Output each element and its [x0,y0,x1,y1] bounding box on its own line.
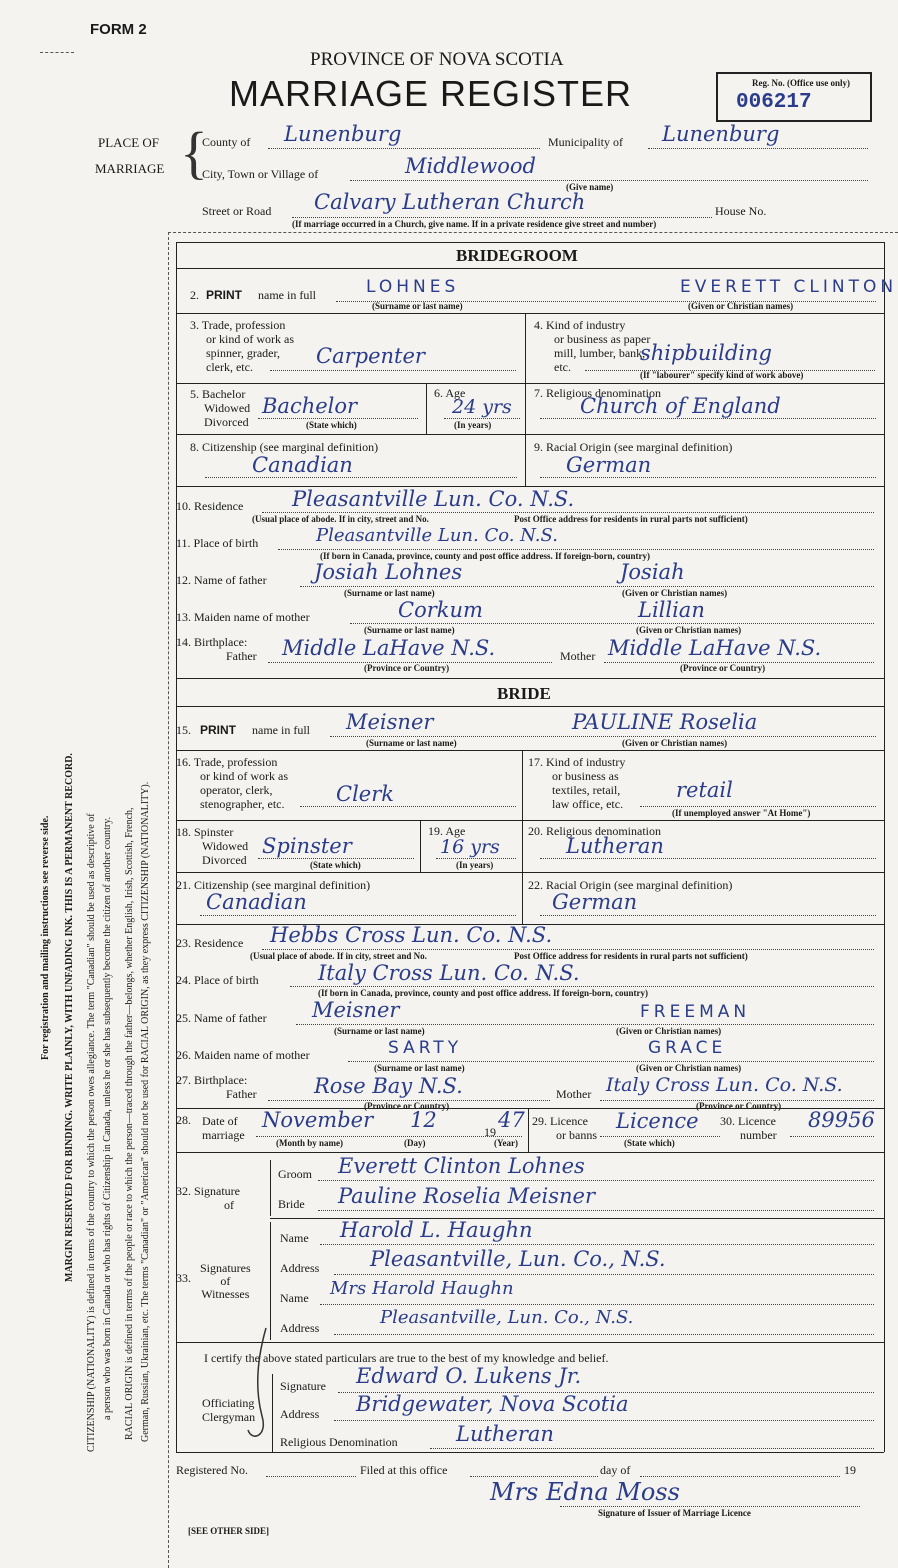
groom-father-surname-note: (Surname or last name) [344,588,435,598]
bride-age-label: 19. Age [428,824,466,838]
issuer-signature: Mrs Edna Moss [490,1478,680,1506]
street-value: Calvary Lutheran Church [314,190,586,214]
marriage-year: 47 [498,1108,525,1132]
filed-label: Filed at this office [360,1463,448,1477]
groom-citizenship: Canadian [252,453,353,477]
bride-age: 16 yrs [440,836,500,858]
groom-surname: LOHNES [366,277,460,297]
groom-mother-surname: Corkum [398,598,483,622]
bride-religion-label: 20. Religious denomination [528,824,661,838]
bride-father-surname-note: (Surname or last name) [334,1026,425,1036]
year-note: (Year) [494,1138,518,1148]
groom-bp-mother-note: (Province or Country) [680,663,766,673]
groom-trade: Carpenter [316,344,425,368]
witness-num: 33. [176,1271,191,1285]
sig-label: 32. Signature of [176,1184,240,1212]
bride-mother-label: 26. Maiden name of mother [176,1048,310,1062]
bride-bp-mother-note: (Province or Country) [696,1101,782,1111]
groom-status: Bachelor [262,394,358,418]
municipality-value: Lunenburg [662,122,780,146]
groom-birthplace-label: 11. Place of birth [176,536,259,550]
groom-mother-given-note: (Given or Christian names) [636,625,742,635]
groom-bp-father-note: (Province or Country) [364,663,450,673]
bride-residence-note-a: (Usual place of abode. If in city, street and No. [250,951,427,961]
bride-residence-label: 23. Residence [176,936,244,950]
bride-industry: retail [676,778,733,802]
groom-age-label: 6. Age [434,386,466,400]
clergy-label: Officiating Clergyman [202,1396,256,1424]
licence-number: 89956 [808,1108,875,1132]
reg-number: 006217 [736,91,812,114]
reg-number-box [716,72,872,122]
bride-age-note: (In years) [456,860,494,870]
bride-religion: Lutheran [566,834,664,858]
place-group-label: PLACE OF [98,135,160,150]
place-group-label-2: MARRIAGE [95,161,165,176]
groom-trade-label: 3. Trade, profession or kind of work as spinner, grader, clerk, etc. [190,318,294,374]
groom-racial: German [566,453,652,477]
licence-note: (State which) [624,1138,675,1148]
groom-religion: Church of England [580,394,781,418]
bride-bp-father-note: (Province or Country) [364,1101,450,1111]
witness-label: Signatures of Witnesses [200,1261,251,1301]
page-title: MARRIAGE REGISTER [229,73,633,114]
bride-given-note: (Given or Christian names) [622,738,728,748]
bride-father-given: FREEMAN [640,1002,751,1022]
groom-heading: BRIDEGROOM [456,246,578,265]
bride-birthplace-label: 24. Place of birth [176,973,259,987]
groom-birthplace: Pleasantville Lun. Co. N.S. [316,525,558,546]
bride-residence-note-b: Post Office address for residents in rural parts not sufficient) [514,951,748,961]
bride-sig-label: Bride [278,1197,305,1211]
bride-bp-mother-label: Mother [556,1087,592,1101]
groom-bp-mother: Middle LaHave N.S. [608,636,822,660]
street-note: (If marriage occurred in a Church, give name. If in a private residence give street and number) [292,219,657,229]
groom-bp-father-label: Father [226,649,257,663]
bride-racial-label: 22. Racial Origin (see marginal definition) [528,878,733,892]
groom-given-note: (Given or Christian names) [688,301,794,311]
see-other-side: [SEE OTHER SIDE] [188,1526,270,1536]
groom-bp-label: 14. Birthplace: [176,635,248,649]
groom-surname-note: (Surname or last name) [372,301,463,311]
groom-name-label: name in full [258,288,316,302]
bride-heading: BRIDE [497,684,551,703]
city-value: Middlewood [405,154,536,178]
groom-mother-surname-note: (Surname or last name) [364,625,455,635]
w1-address-label: Address [280,1261,320,1275]
house-label: House No. [715,204,767,218]
licence-type: Licence [616,1109,699,1133]
bride-citizenship: Canadian [206,890,307,914]
bride-bp-mother: Italy Cross Lun. Co. N.S. [606,1074,843,1096]
reg-number-label: Reg. No. (Office use only) [752,78,850,88]
bride-industry-label: 17. Kind of industry or business as textiles, retail, law office, etc. [528,755,626,811]
bride-mother-given: GRACE [648,1038,727,1058]
groom-residence: Pleasantville Lun. Co. N.S. [292,487,575,511]
county-label: County of [202,135,251,149]
issuer-note: Signature of Issuer of Marriage Licence [598,1508,751,1518]
groom-industry-note: (If "labourer" specify kind of work above) [640,370,804,380]
bride-surname-note: (Surname or last name) [366,738,457,748]
bride-mother-surname-note: (Surname or last name) [374,1063,465,1073]
w2-address-label: Address [280,1321,320,1335]
form-number: FORM 2 [90,21,147,38]
date-num: 28. [176,1113,191,1127]
bride-father-surname: Meisner [312,998,400,1022]
date-label: Date of marriage [202,1114,245,1142]
groom-religion-label: 7. Religious denomination [534,386,661,400]
w2-name-label: Name [280,1291,309,1305]
groom-father-given: Josiah [620,560,685,584]
margin-instructions: For registration and mailing instructions see reverse side. [40,815,51,1060]
groom-name-num: 2. [190,288,199,302]
marriage-day: 12 [410,1108,437,1132]
clergy-address: Bridgewater, Nova Scotia [356,1392,629,1416]
bride-bp-label: 27. Birthplace: [176,1073,248,1087]
bride-birthplace-note: (If born in Canada, province, county and post office address. If foreign-born, country) [318,988,649,998]
city-note: (Give name) [566,182,614,192]
groom-father-surname: Josiah Lohnes [314,560,463,584]
licence-no-label: 30. Licence number [720,1114,777,1142]
bride-name-num: 15. [176,723,191,737]
groom-given: EVERETT CLINTON [680,277,898,297]
bride-father-given-note: (Given or Christian names) [616,1026,722,1036]
w2-name: Mrs Harold Haughn [330,1278,514,1299]
bride-status-label: 18. Spinster Widowed Divorced [176,825,249,867]
bride-name-label: name in full [252,723,310,737]
groom-citizenship-label: 8. Citizenship (see marginal definition) [190,440,379,454]
groom-status-note: (State which) [306,420,357,430]
bride-citizenship-label: 21. Citizenship (see marginal definition) [176,878,371,892]
margin-racial-def: RACIAL ORIGIN is defined in terms of the people or race to which the person—traced through the father—belongs, whether English, Irish, Scottish, French, [124,807,135,1440]
bride-bp-father: Rose Bay N.S. [314,1074,463,1098]
margin-citizenship-def: CITIZENSHIP (NATIONALITY) is defined in terms of the country to which the person owes allegiance. The term "Canadian" should be used as descriptive of [86,813,97,1452]
bride-residence: Hebbs Cross Lun. Co. N.S. [270,923,553,947]
bride-trade: Clerk [336,782,394,806]
margin-racial-def-2: German, Russian, Ukrainian, etc. The terms "Canadian" or "American" should not be used for RACIAL ORIGIN, as they express CITIZENSHIP (NATIONALITY). [140,781,151,1442]
marriage-month: November [262,1108,374,1132]
groom-mother-label: 13. Maiden name of mother [176,610,310,624]
day-note: (Day) [404,1138,426,1148]
w1-name-label: Name [280,1231,309,1245]
groom-residence-note-a: (Usual place of abode. If in city, street and No. [252,514,429,524]
registered-label: Registered No. [176,1463,248,1477]
city-label: City, Town or Village of [202,167,319,181]
margin-binding-note: MARGIN RESERVED FOR BINDING. WRITE PLAINLY, WITH UNFADING INK. THIS IS A PERMANENT RECORD. [64,753,75,1282]
street-label: Street or Road [202,204,272,218]
municipality-label: Municipality of [548,135,623,149]
clergy-denomination: Lutheran [456,1422,554,1446]
bride-industry-note: (If unemployed answer "At Home") [672,808,811,818]
w1-name: Harold L. Haughn [340,1218,533,1242]
bride-bp-father-label: Father [226,1087,257,1101]
licence-label: 29. Licence or banns [532,1114,597,1142]
groom-age-note: (In years) [454,420,492,430]
bride-mother-given-note: (Given or Christian names) [636,1063,742,1073]
clergy-address-label: Address [280,1407,320,1421]
groom-racial-label: 9. Racial Origin (see marginal definition) [534,440,733,454]
footer-year-prefix: 19 [844,1463,856,1477]
marriage-year-prefix: 19 [484,1125,496,1139]
groom-industry: shipbuilding [640,341,772,365]
groom-bp-mother-label: Mother [560,649,596,663]
groom-signature: Everett Clinton Lohnes [338,1154,585,1178]
groom-mother-given: Lillian [638,598,705,622]
day-of-label: day of [600,1463,631,1477]
bride-given: PAULINE Roselia [572,710,758,734]
w1-address: Pleasantville, Lun. Co., N.S. [370,1247,666,1271]
denomination-label: Religious Denomination [280,1435,398,1449]
groom-bp-father: Middle LaHave N.S. [282,636,496,660]
bride-birthplace: Italy Cross Lun. Co. N.S. [318,961,580,985]
bride-status-note: (State which) [310,860,361,870]
province-heading: PROVINCE OF NOVA SCOTIA [310,49,564,70]
groom-name-print: PRINT [206,288,242,302]
bride-status: Spinster [262,834,352,858]
margin-citizenship-def-2: a person who was born in Canada or who has rights of Citizenship in Canada, unless he or she has subsequently become the citizen of another country. [102,816,113,1420]
bride-mother-surname: SARTY [388,1038,463,1058]
county-value: Lunenburg [284,122,402,146]
bride-father-label: 25. Name of father [176,1011,267,1025]
groom-industry-label: 4. Kind of industry or business as paper mill, lumber, bank, etc. [534,318,651,374]
groom-birthplace-note: (If born in Canada, province, county and post office address. If foreign-born, country) [320,551,651,561]
bride-racial: German [552,890,638,914]
groom-sig-label: Groom [278,1167,312,1181]
groom-father-given-note: (Given or Christian names) [622,588,728,598]
brace: { [180,120,208,185]
bride-trade-label: 16. Trade, profession or kind of work as operator, clerk, stenographer, etc. [176,755,288,811]
w2-address: Pleasantville, Lun. Co., N.S. [380,1307,634,1328]
groom-father-label: 12. Name of father [176,573,267,587]
certify-text: I certify the above stated particulars are true to the best of my knowledge and belief. [204,1351,609,1365]
bride-signature: Pauline Roselia Meisner [338,1184,595,1208]
bride-name-print: PRINT [200,723,236,737]
groom-status-label: 5. Bachelor Widowed Divorced [190,387,251,429]
bride-surname: Meisner [346,710,434,734]
clergy-flourish [244,1326,284,1446]
groom-age: 24 yrs [452,396,512,418]
clergy-signature: Edward O. Lukens Jr. [356,1364,582,1388]
groom-residence-note-b: Post Office address for residents in rural parts not sufficient) [514,514,748,524]
groom-residence-label: 10. Residence [176,499,244,513]
clergy-signature-label: Signature [280,1379,326,1393]
month-note: (Month by name) [276,1138,343,1148]
